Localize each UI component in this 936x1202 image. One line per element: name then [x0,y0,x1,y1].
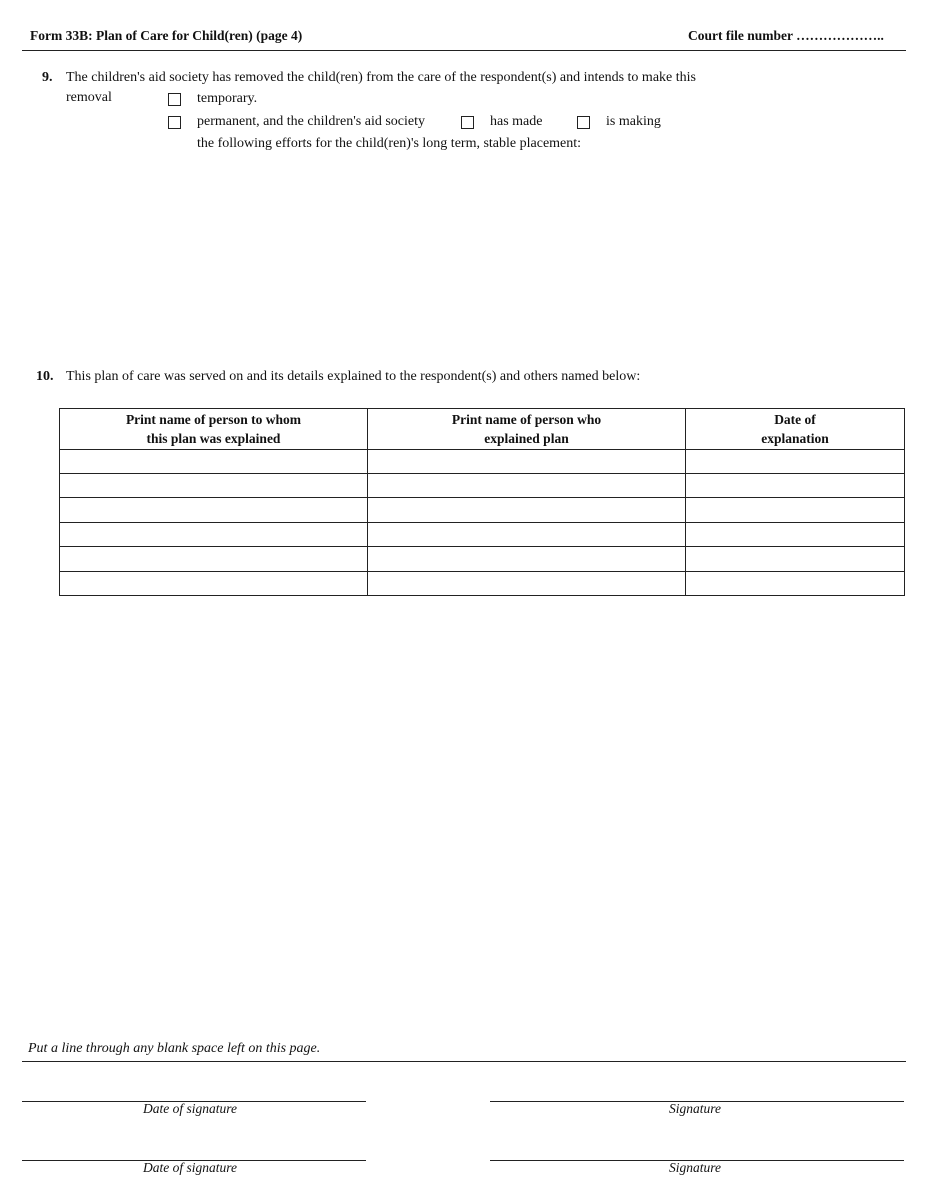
section-9-following-efforts: the following efforts for the child(ren)'s long term, stable placement: [197,136,582,151]
person-who-explained-cell[interactable] [368,498,685,522]
date-of-explanation-cell[interactable] [686,498,904,522]
person-who-explained-cell[interactable] [368,450,685,474]
person-who-explained-cell[interactable] [368,572,685,596]
date-of-explanation-cell[interactable] [686,523,904,547]
signature-label-2: Signature [669,1160,721,1175]
person-explained-to-cell[interactable] [60,474,367,498]
table-row [60,450,904,474]
court-file-number-label: Court file number ……………….. [688,28,884,43]
section-9-text: The children's aid society has removed the child(ren) from the care of the respondent(s) and intends to make this [66,70,696,85]
table-header-line: Print name of person to whom [125,412,302,427]
person-who-explained-cell[interactable] [368,547,685,571]
person-explained-to-cell[interactable] [60,547,367,571]
explanation-table [59,408,905,596]
person-explained-to-cell[interactable] [60,572,367,596]
section-9-removal-label: removal [66,90,112,105]
table-row [60,498,904,522]
has-made-label: has made [490,114,543,129]
date-of-explanation-cell[interactable] [686,474,904,498]
table-header-person-explained-to [60,409,367,449]
section-10-text: This plan of care was served on and its details explained to the respondent(s) and others named below: [66,369,641,384]
date-of-signature-label-1: Date of signature [143,1101,237,1116]
person-who-explained-cell[interactable] [368,474,685,498]
is-making-checkbox[interactable] [577,116,590,129]
person-explained-to-cell[interactable] [60,498,367,522]
table-row [60,547,904,571]
temporary-checkbox[interactable] [168,93,181,106]
table-row [60,572,904,596]
table-row [60,523,904,547]
date-of-signature-label-2: Date of signature [143,1160,237,1175]
date-of-explanation-cell[interactable] [686,572,904,596]
table-header-line: explained plan [484,431,569,446]
table-header-line: Date of [774,412,816,427]
table-header-line: explanation [761,431,829,446]
is-making-label: is making [606,114,661,129]
date-of-explanation-cell[interactable] [686,450,904,474]
signature-label-1: Signature [669,1101,721,1116]
permanent-checkbox[interactable] [168,116,181,129]
person-explained-to-cell[interactable] [60,450,367,474]
header-rule [22,50,906,51]
person-who-explained-cell[interactable] [368,523,685,547]
table-header-line: Print name of person who [451,412,602,427]
section-9-number: 9. [42,70,53,85]
table-header-person-who-explained [368,409,685,449]
section-10-number: 10. [36,369,54,384]
permanent-label: permanent, and the children's aid society [197,114,425,129]
blank-space-instruction: Put a line through any blank space left on this page. [28,1041,321,1056]
table-header-line: this plan was explained [146,431,281,446]
person-explained-to-cell[interactable] [60,523,367,547]
date-of-explanation-cell[interactable] [686,547,904,571]
table-header-date-of-explanation [686,409,904,449]
has-made-checkbox[interactable] [461,116,474,129]
temporary-label: temporary. [197,91,258,106]
form-title: Form 33B: Plan of Care for Child(ren) (page 4) [30,28,303,43]
instruction-rule [22,1061,906,1062]
table-row [60,474,904,498]
